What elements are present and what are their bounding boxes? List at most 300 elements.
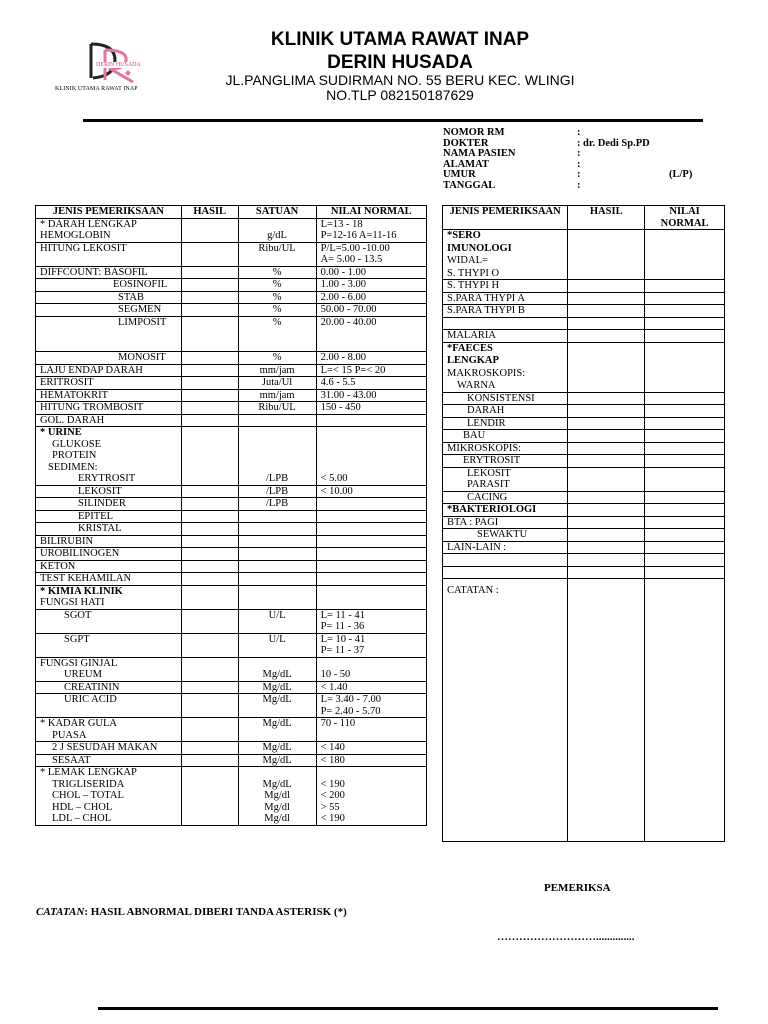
exam-name-cell [36, 548, 182, 561]
normal-range [321, 536, 422, 548]
exam-name: UREUM [64, 669, 102, 680]
exam-name: MIKROSKOPIS: [447, 442, 522, 454]
result-cell[interactable] [181, 754, 238, 767]
result-cell[interactable] [568, 491, 645, 504]
exam-name-cell [443, 491, 568, 504]
result-cell[interactable] [568, 516, 645, 529]
result-cell[interactable] [181, 266, 238, 279]
normal-range: P/L=5.00 -10.00 [320, 242, 390, 254]
result-cell[interactable] [568, 330, 645, 343]
exam-name-cell [443, 516, 568, 529]
exam-name-cell [36, 389, 182, 402]
table-row [443, 305, 725, 318]
exam-name: BTA : PAGI [447, 516, 499, 528]
normal-range: 20.00 - 40.00 [320, 316, 377, 328]
normal-range: 0.00 - 1.00 [320, 266, 367, 278]
info-colon: : [577, 169, 581, 181]
exam-name: SGPT [64, 633, 90, 645]
exam-name: * KIMIA KLINIK [40, 585, 123, 597]
normal-range [321, 439, 422, 451]
normal-range-cell [316, 523, 426, 536]
unit: Ribu/UL [258, 402, 296, 413]
header-jenis: JENIS PEMERIKSAAN [36, 206, 182, 219]
result-cell[interactable] [181, 548, 238, 561]
exam-name-cell [36, 242, 182, 266]
header-hasil: HASIL [181, 206, 238, 219]
result-cell[interactable] [181, 291, 238, 304]
result-cell[interactable] [568, 467, 645, 491]
normal-range-cell [316, 304, 426, 317]
normal-range: P= 11 - 36 [320, 621, 365, 632]
unit-cell [238, 377, 316, 390]
result-cell[interactable] [568, 579, 645, 842]
exam-name-cell [443, 342, 568, 392]
header-nilai: NILAI NORMAL [645, 206, 725, 230]
result-cell[interactable] [181, 585, 238, 609]
exam-name-cell [443, 579, 568, 842]
normal-range [321, 658, 422, 670]
table-row [36, 266, 427, 279]
exam-name: STAB [118, 291, 144, 303]
table-row [36, 279, 427, 292]
unit: Mg/dL [262, 778, 292, 790]
normal-range-cell [316, 364, 426, 377]
result-cell[interactable] [181, 485, 238, 498]
unit-cell [238, 304, 316, 317]
exam-name: *SERO [447, 230, 481, 241]
unit: U/L [268, 609, 286, 621]
table-row [36, 402, 427, 415]
exam-name: 2 J SESUDAH MAKAN [52, 742, 158, 753]
normal-range [321, 462, 422, 474]
exam-name: LENDIR [467, 417, 506, 429]
exam-name: S.PARA THYPI A [447, 292, 525, 304]
info-label: ALAMAT [443, 158, 489, 170]
unit: % [272, 304, 282, 315]
normal-range: 150 - 450 [320, 402, 361, 413]
unit [243, 415, 312, 427]
exam-name: IMUNOLOGI [447, 242, 512, 254]
table-row [36, 364, 427, 377]
exam-name-cell [36, 414, 182, 427]
result-cell[interactable] [181, 742, 238, 755]
result-cell[interactable] [568, 292, 645, 305]
result-cell[interactable] [568, 455, 645, 468]
exam-name: LEKOSIT [467, 467, 511, 479]
clinic-address: JL.PANGLIMA SUDIRMAN NO. 55 BERU KEC. WLINGI [225, 72, 575, 88]
table-row [443, 554, 725, 567]
table-row [443, 417, 725, 430]
normal-range: 2.00 - 8.00 [320, 352, 367, 363]
result-cell[interactable] [568, 504, 645, 517]
normal-range-cell [316, 767, 426, 826]
normal-range: P= 2.40 - 5.70 [320, 705, 381, 717]
table-row [443, 504, 725, 517]
table-row [36, 510, 427, 523]
normal-range-cell [645, 541, 725, 554]
exam-name: HEMATOKRIT [40, 389, 109, 401]
table-row [36, 585, 427, 609]
table-row [36, 523, 427, 536]
normal-range-cell [316, 498, 426, 511]
exam-name: * DARAH LENGKAP [40, 218, 137, 230]
unit [243, 511, 312, 523]
result-cell[interactable] [568, 417, 645, 430]
exam-name: HDL – CHOL [52, 801, 113, 813]
exam-name: SEWAKTU [477, 529, 528, 540]
result-cell[interactable] [181, 427, 238, 486]
unit [243, 645, 312, 657]
exam-name: MAKROSKOPIS: [447, 367, 526, 379]
unit-cell [238, 291, 316, 304]
exam-name: CACING [467, 491, 508, 503]
normal-range-cell [316, 377, 426, 390]
result-cell[interactable] [181, 657, 238, 681]
unit-cell [238, 485, 316, 498]
table-row [36, 694, 427, 718]
exam-name: MONOSIT [118, 352, 166, 363]
result-cell[interactable] [181, 681, 238, 694]
exam-name-cell [36, 402, 182, 415]
table-row [36, 767, 427, 826]
normal-range [321, 548, 422, 560]
exam-name: ERYTROSIT [463, 455, 521, 466]
normal-range [321, 498, 422, 510]
unit-cell [238, 498, 316, 511]
result-cell[interactable] [181, 767, 238, 826]
clinic-title: KLINIK UTAMA RAWAT INAP [270, 29, 530, 50]
unit [243, 767, 312, 779]
exam-name: LEKOSIT [78, 485, 122, 497]
normal-range-cell [316, 279, 426, 292]
exam-name: KONSISTENSI [467, 392, 535, 404]
table-row [36, 304, 427, 317]
exam-name: KRISTAL [78, 523, 122, 534]
normal-range-cell [316, 681, 426, 694]
unit: Mg/dL [262, 742, 292, 753]
table-row [443, 455, 725, 468]
exam-name: LAJU ENDAP DARAH [40, 364, 143, 376]
exam-name-cell [36, 510, 182, 523]
logo-brand: DERIN HUSADA [96, 62, 141, 68]
normal-range: 2.00 - 6.00 [320, 291, 367, 303]
table-row [443, 317, 725, 330]
exam-name-cell [36, 352, 182, 365]
exam-name: S.PARA THYPI B [447, 305, 525, 316]
unit-cell [238, 352, 316, 365]
normal-range-cell [316, 402, 426, 415]
result-cell[interactable] [181, 304, 238, 317]
table-row [443, 405, 725, 418]
unit [243, 586, 312, 598]
result-cell[interactable] [181, 402, 238, 415]
exam-name-cell [443, 455, 568, 468]
exam-name: EPITEL [78, 510, 113, 522]
exam-name-cell [36, 498, 182, 511]
normal-range [321, 597, 422, 609]
table-row [36, 352, 427, 365]
result-cell[interactable] [181, 377, 238, 390]
unit [243, 706, 312, 718]
result-cell[interactable] [568, 230, 645, 280]
unit-cell [238, 364, 316, 377]
exam-name: * KADAR GULA [40, 718, 117, 729]
result-cell[interactable] [568, 342, 645, 392]
unit [243, 219, 312, 231]
unit-cell [238, 657, 316, 681]
table-row [443, 342, 725, 392]
normal-range-cell [316, 535, 426, 548]
result-cell[interactable] [181, 609, 238, 633]
exam-name [40, 254, 177, 266]
unit-cell [238, 218, 316, 242]
result-cell[interactable] [181, 560, 238, 573]
unit-cell [238, 535, 316, 548]
exam-name: EOSINOFIL [113, 279, 168, 290]
exam-name: UROBILINOGEN [40, 548, 120, 559]
unit: Mg/dl [264, 801, 290, 813]
exam-name: MALARIA [447, 330, 496, 341]
result-cell[interactable] [181, 352, 238, 365]
exam-name [40, 621, 177, 633]
normal-range-cell [316, 718, 426, 742]
table-row [36, 291, 427, 304]
exam-name-cell [443, 467, 568, 491]
unit: /LPB [265, 498, 289, 509]
exam-name: FUNGSI HATI [40, 597, 105, 608]
normal-range-cell [645, 430, 725, 443]
unit-cell [238, 389, 316, 402]
normal-range-cell [645, 529, 725, 542]
result-cell[interactable] [181, 718, 238, 742]
result-cell[interactable] [181, 364, 238, 377]
result-cell[interactable] [568, 442, 645, 455]
normal-range: 31.00 - 43.00 [320, 389, 377, 401]
normal-range-cell [645, 230, 725, 280]
result-cell[interactable] [181, 633, 238, 657]
unit-cell [238, 681, 316, 694]
exam-name-cell [36, 633, 182, 657]
table-row [443, 392, 725, 405]
result-cell[interactable] [181, 218, 238, 242]
table-row [443, 529, 725, 542]
normal-range-cell [316, 573, 426, 586]
result-cell[interactable] [568, 430, 645, 443]
info-value[interactable]: dr. Dedi Sp.PD [583, 137, 650, 149]
result-cell[interactable] [181, 316, 238, 352]
table-row [443, 566, 725, 579]
table-row [36, 609, 427, 633]
exam-name-cell [36, 754, 182, 767]
table-row [443, 467, 725, 491]
clinic-name: DERIN HUSADA [327, 52, 473, 73]
result-cell[interactable] [568, 392, 645, 405]
normal-range-cell [316, 694, 426, 718]
unit-cell [238, 742, 316, 755]
table-header-row [36, 206, 427, 219]
table-row [36, 427, 427, 486]
exam-name-cell [36, 681, 182, 694]
unit: Mg/dL [262, 718, 292, 729]
info-colon: : [577, 180, 581, 191]
pemeriksa-label: PEMERIKSA [544, 882, 611, 894]
unit [243, 536, 312, 548]
normal-range-cell [316, 754, 426, 767]
header-jenis: JENIS PEMERIKSAAN [443, 206, 568, 230]
table-row [443, 292, 725, 305]
unit [243, 730, 312, 742]
unit: mm/jam [259, 389, 295, 401]
result-cell[interactable] [568, 529, 645, 542]
exam-name-cell [443, 554, 568, 567]
normal-range-cell [316, 657, 426, 681]
unit [243, 523, 312, 535]
exam-name: S. THYPI O [447, 267, 500, 279]
result-cell[interactable] [568, 405, 645, 418]
exam-name-cell [443, 280, 568, 293]
normal-range-cell [645, 280, 725, 293]
table-row [443, 579, 725, 842]
table-row [443, 516, 725, 529]
exam-name: HITUNG TROMBOSIT [40, 402, 144, 413]
normal-range-cell [316, 427, 426, 486]
exam-name: *FAECES [447, 342, 493, 354]
result-cell[interactable] [568, 554, 645, 567]
normal-range: 50.00 - 70.00 [320, 304, 377, 315]
note-label: CATATAN [36, 906, 85, 918]
exam-name-cell [443, 529, 568, 542]
unit-cell [238, 316, 316, 352]
result-cell[interactable] [181, 389, 238, 402]
result-cell[interactable] [568, 280, 645, 293]
exam-name: CATATAN : [447, 585, 499, 596]
normal-range: P=12-16 A=11-16 [320, 230, 397, 241]
exam-name: ERYTROSIT [78, 473, 136, 484]
exam-name-cell [36, 742, 182, 755]
info-colon: : [577, 127, 581, 138]
clinic-phone: NO.TLP 082150187629 [326, 87, 474, 103]
exam-name-cell [36, 657, 182, 681]
result-cell[interactable] [181, 498, 238, 511]
table-row [36, 754, 427, 767]
info-label: DOKTER [443, 137, 489, 149]
result-cell[interactable] [181, 573, 238, 586]
normal-range [321, 730, 422, 742]
exam-name: LENGKAP [447, 355, 499, 366]
exam-name-cell [443, 566, 568, 579]
normal-range-cell [645, 467, 725, 491]
normal-range-cell [645, 305, 725, 318]
exam-name-cell [443, 392, 568, 405]
exam-name: LDL – CHOL [52, 813, 112, 824]
result-cell[interactable] [181, 279, 238, 292]
result-cell[interactable] [568, 541, 645, 554]
normal-range: < 140 [320, 742, 345, 753]
unit-cell [238, 609, 316, 633]
exam-name: SILINDER [78, 498, 126, 509]
result-cell[interactable] [181, 414, 238, 427]
result-cell[interactable] [181, 523, 238, 536]
unit-cell [238, 402, 316, 415]
footer-divider [98, 1007, 718, 1010]
result-cell[interactable] [181, 535, 238, 548]
exam-name-cell [36, 767, 182, 826]
unit: Mg/dL [262, 681, 292, 693]
exam-name: SEGMEN [118, 304, 162, 315]
exam-name: PUASA [52, 729, 87, 741]
header-divider [83, 119, 703, 122]
result-cell[interactable] [181, 694, 238, 718]
result-cell[interactable] [568, 305, 645, 318]
exam-name-cell [36, 316, 182, 352]
result-cell[interactable] [181, 242, 238, 266]
normal-range-cell [316, 414, 426, 427]
result-cell[interactable] [568, 566, 645, 579]
table-row [36, 657, 427, 681]
normal-range-cell [316, 242, 426, 266]
table-row [36, 535, 427, 548]
normal-range: < 1.40 [320, 681, 348, 693]
result-cell[interactable] [181, 510, 238, 523]
exam-name: SESAAT [52, 754, 91, 766]
normal-range-cell [645, 330, 725, 343]
table-row [443, 330, 725, 343]
exam-name-cell [36, 718, 182, 742]
table-row [443, 430, 725, 443]
info-label: NAMA PASIEN [443, 148, 516, 160]
normal-range-cell [645, 566, 725, 579]
unit: Mg/dl [264, 813, 290, 824]
exam-name-cell [36, 291, 182, 304]
exam-name-cell [443, 305, 568, 318]
exam-name: TEST KEHAMILAN [40, 573, 132, 584]
normal-range-cell [316, 389, 426, 402]
exam-name: PARASIT [467, 479, 510, 490]
result-cell[interactable] [568, 317, 645, 330]
exam-name: DARAH [467, 405, 505, 416]
exam-name: HITUNG LEKOSIT [40, 242, 127, 254]
exam-name-cell [36, 573, 182, 586]
unit: Juta/Ul [261, 377, 293, 388]
table-row [36, 560, 427, 573]
exam-name-cell [443, 417, 568, 430]
table-row [36, 742, 427, 755]
info-label: TANGGAL [443, 180, 496, 191]
exam-name-cell [443, 541, 568, 554]
exam-name-cell [36, 364, 182, 377]
exam-name: LAIN-LAIN : [447, 541, 507, 553]
normal-range: < 190 [320, 813, 345, 824]
unit [243, 597, 312, 609]
table-row [36, 633, 427, 657]
header-hasil: HASIL [568, 206, 645, 230]
unit-cell [238, 718, 316, 742]
exam-name-cell [36, 535, 182, 548]
signature-line: ……………………….............. [497, 931, 635, 943]
normal-range-cell [645, 442, 725, 455]
exam-name: S. THYPI H [447, 280, 500, 291]
unit [243, 573, 312, 585]
normal-range: 70 - 110 [320, 718, 356, 729]
table-row [36, 681, 427, 694]
normal-range: < 190 [320, 778, 345, 790]
patient-info-row [443, 181, 743, 192]
exam-name: DIFFCOUNT: BASOFIL [40, 266, 148, 278]
unit: U/L [268, 633, 286, 645]
normal-range: L=< 15 P=< 20 [320, 364, 386, 376]
exam-name: CREATININ [64, 681, 120, 693]
exam-name: SGOT [64, 609, 92, 621]
